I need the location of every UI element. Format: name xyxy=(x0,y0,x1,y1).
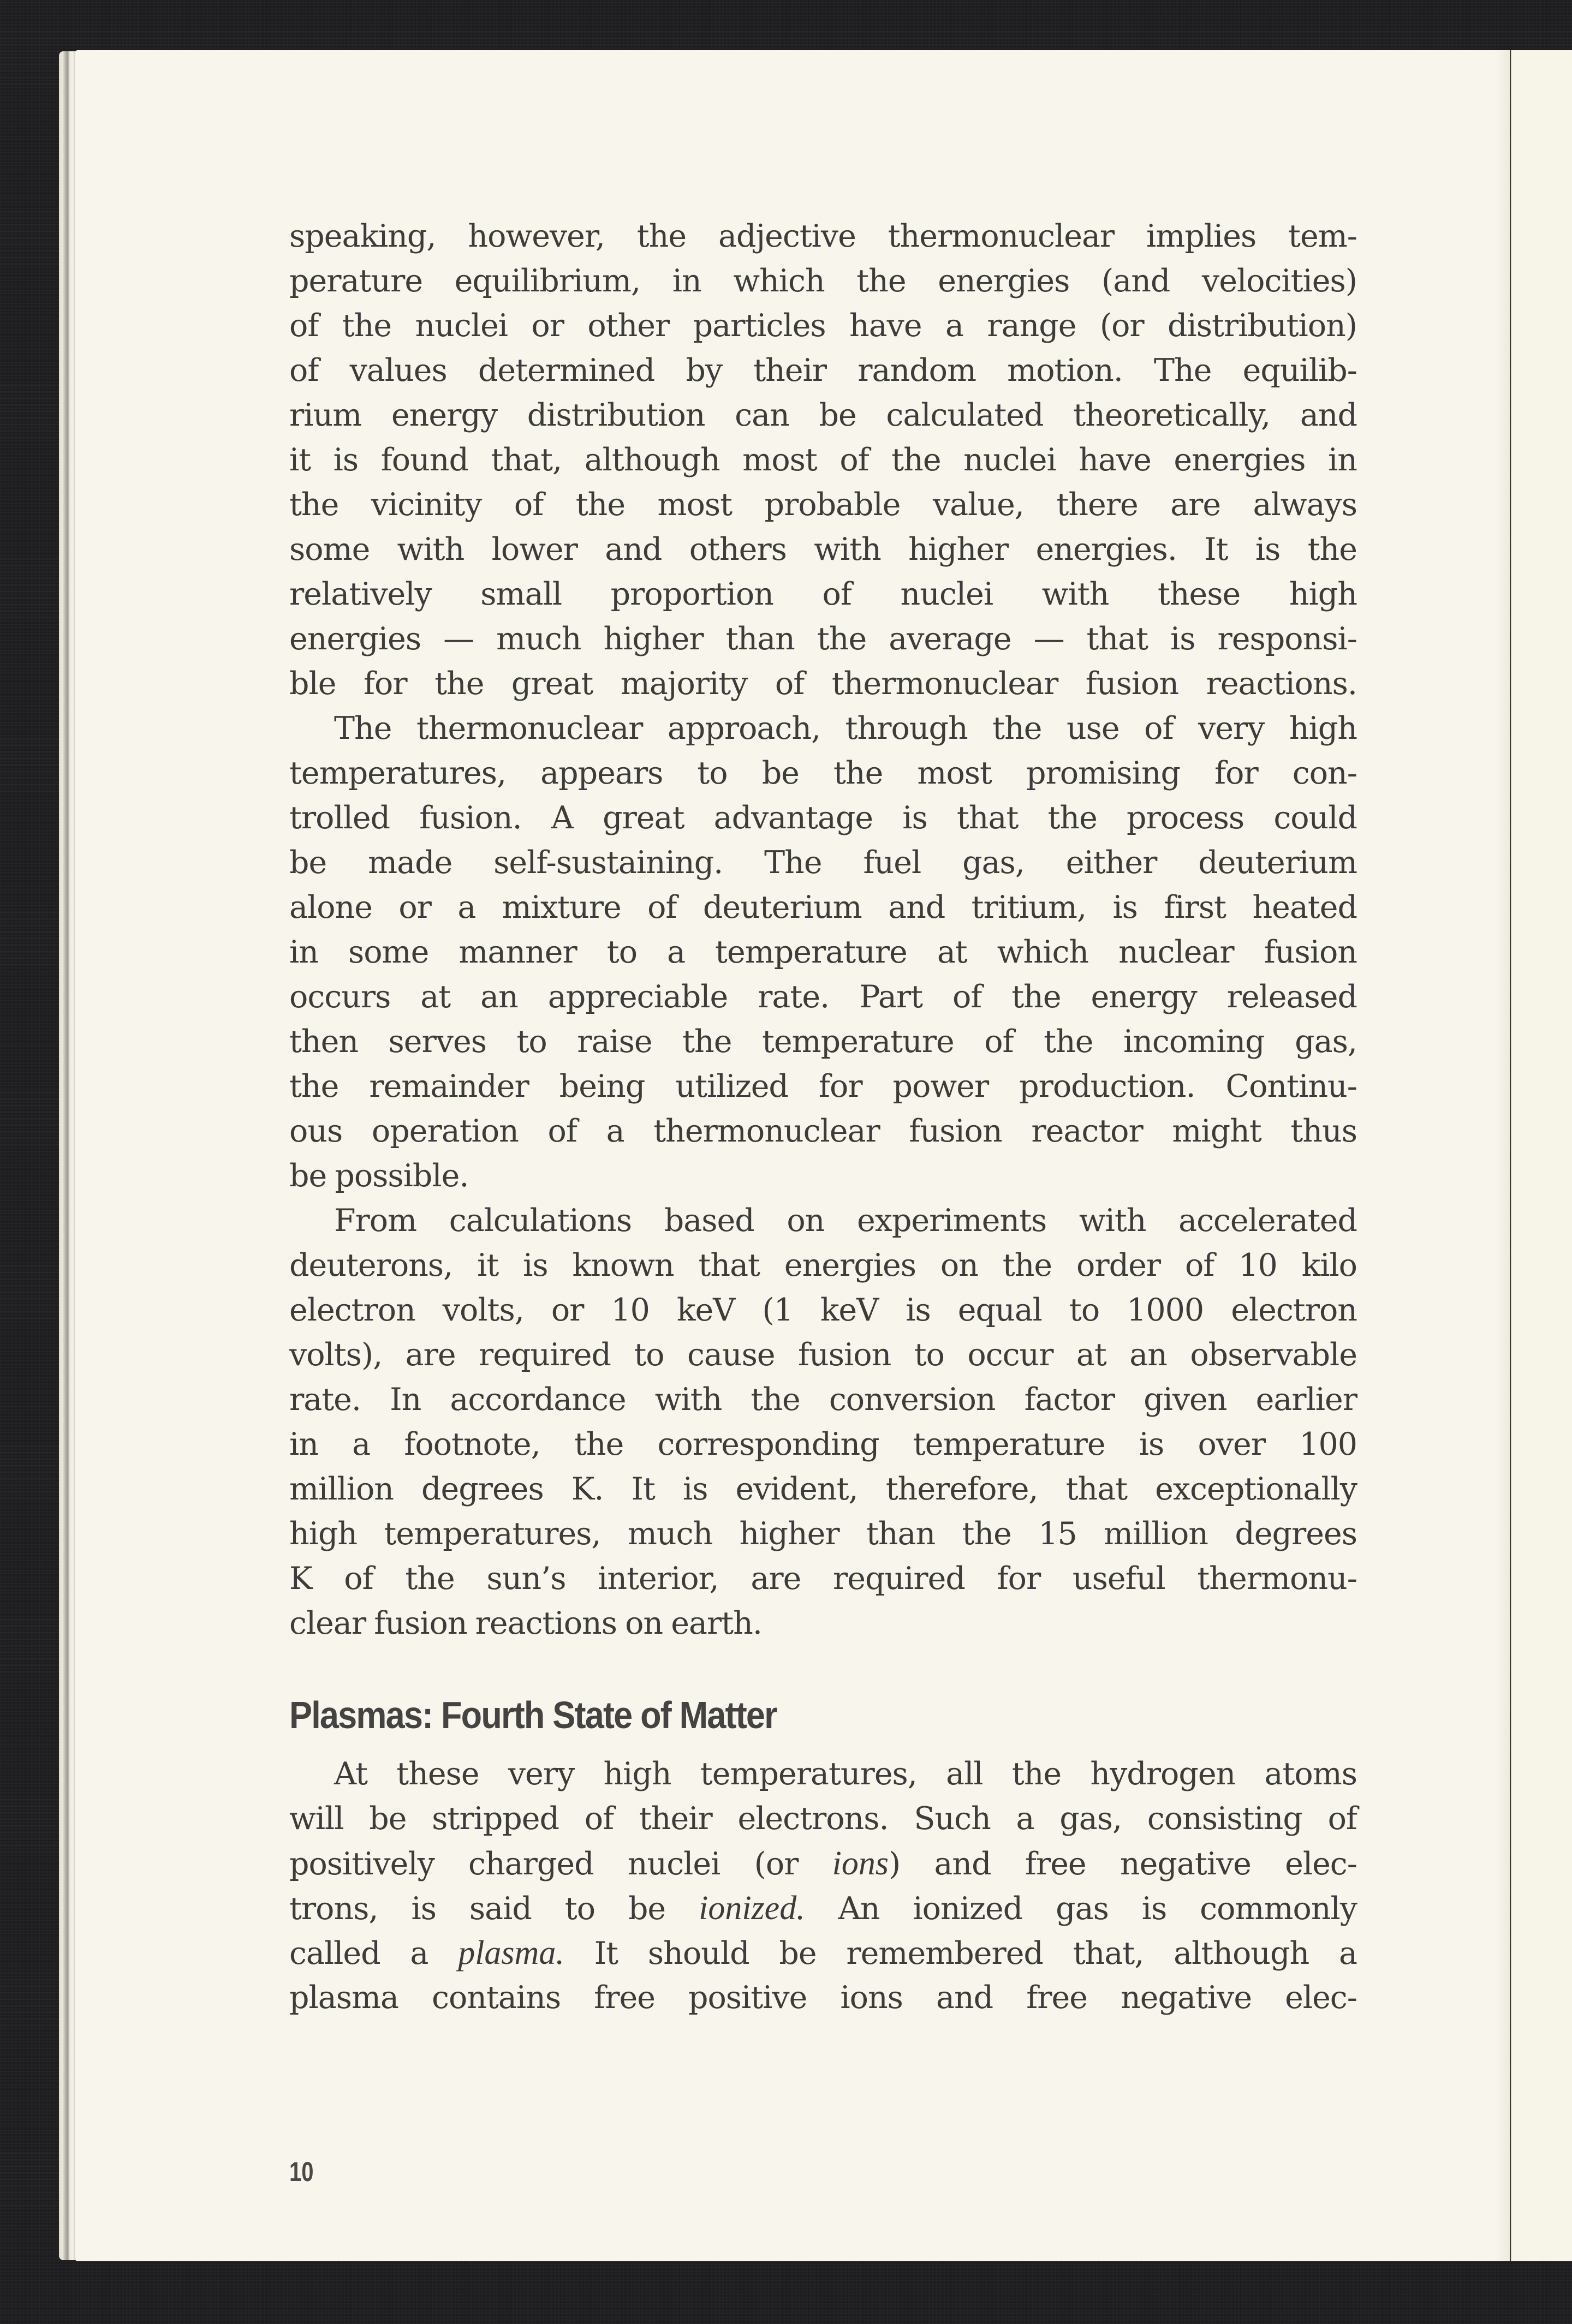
text-run: positively charged nuclei (or xyxy=(289,1846,832,1882)
gutter-shadow xyxy=(1496,50,1511,2261)
text-line: speaking, however, the adjective thermonuclear implies tem- xyxy=(289,218,1357,254)
text-line: The thermonuclear approach, through the use of very high xyxy=(334,710,1357,746)
text-line: some with lower and others with higher energies. It is the xyxy=(289,531,1357,567)
text-run: An ionized gas is commonly xyxy=(805,1891,1357,1927)
text-line xyxy=(289,1975,1357,2020)
italic-term-plasma: plasma. xyxy=(458,1934,564,1971)
text-run: called a xyxy=(289,1935,458,1971)
text-line: occurs at an appreciable rate. Part of the energy released xyxy=(289,979,1357,1015)
facing-page-edge xyxy=(1511,50,1572,2261)
text-line: alone or a mixture of deuterium and tritium, is first heated xyxy=(289,889,1357,925)
text-line: relatively small proportion of nuclei with these high xyxy=(289,576,1357,612)
text-line: electron volts, or 10 keV (1 keV is equal to 1000 electron xyxy=(289,1292,1357,1328)
text-run: It should be remembered that, although a xyxy=(564,1935,1357,1971)
text-line: deuterons, it is known that energies on the order of 10 kilo xyxy=(289,1247,1357,1283)
text-run: ) and free negative elec- xyxy=(888,1846,1357,1882)
text-run: will be stripped of their electrons. Such a gas, consisting of xyxy=(289,1801,1357,1837)
text-run: At these very high temperatures, all the hydrogen atoms xyxy=(334,1756,1357,1792)
text-line: then serves to raise the temperature of the incoming gas, xyxy=(289,1024,1357,1060)
italic-term-ionized: ionized. xyxy=(699,1890,805,1927)
text-run: plasma contains free positive ions and free negative elec- xyxy=(289,1980,1357,2016)
text-line: it is found that, although most of the nuclei have energies in xyxy=(289,442,1357,478)
text-line: be possible. xyxy=(289,1158,469,1194)
text-line: ble for the great majority of thermonuclear fusion reactions. xyxy=(289,666,1357,702)
text-line xyxy=(289,1752,1357,1796)
text-line: the vicinity of the most probable value, there are always xyxy=(289,487,1357,523)
text-line: in a footnote, the corresponding temperature is over 100 xyxy=(289,1426,1357,1462)
text-line: in some manner to a temperature at which nuclear fusion xyxy=(289,934,1357,970)
text-line: perature equilibrium, in which the energies (and velocities) xyxy=(289,263,1357,299)
text-line: the remainder being utilized for power production. Continu- xyxy=(289,1068,1357,1104)
italic-term-ions: ions xyxy=(832,1845,889,1882)
text-line: From calculations based on experiments with accelerated xyxy=(334,1203,1357,1239)
text-line: K of the sun’s interior, are required for useful thermonu- xyxy=(289,1561,1357,1597)
text-line: rate. In accordance with the conversion factor given earlier xyxy=(289,1382,1357,1418)
section-heading: Plasmas: Fourth State of Matter xyxy=(289,1694,777,1736)
text-line: ous operation of a thermonuclear fusion reactor might thus xyxy=(289,1113,1357,1149)
text-line: temperatures, appears to be the most promising for con- xyxy=(289,755,1357,791)
text-line xyxy=(289,1796,1357,1841)
text-line: million degrees K. It is evident, therefore, that exceptionally xyxy=(289,1471,1357,1507)
text-line: of the nuclei or other particles have a range (or distribution) xyxy=(289,308,1357,344)
text-line: rium energy distribution can be calculated theoretically, and xyxy=(289,397,1357,433)
text-line xyxy=(289,1841,1357,1886)
text-line: volts), are required to cause fusion to occur at an observable xyxy=(289,1337,1357,1373)
text-line: energies — much higher than the average — that is responsi- xyxy=(289,621,1357,657)
page-number: 10 xyxy=(289,2156,314,2187)
text-run: trons, is said to be xyxy=(289,1891,699,1927)
text-line: trolled fusion. A great advantage is that the process could xyxy=(289,800,1357,836)
text-line xyxy=(289,1886,1357,1931)
text-line: clear fusion reactions on earth. xyxy=(289,1605,762,1641)
text-line: of values determined by their random motion. The equilib- xyxy=(289,353,1357,389)
text-line: be made self-sustaining. The fuel gas, either deuterium xyxy=(289,845,1357,881)
text-line: high temperatures, much higher than the 15 million degrees xyxy=(289,1516,1357,1552)
text-line xyxy=(289,1931,1357,1975)
